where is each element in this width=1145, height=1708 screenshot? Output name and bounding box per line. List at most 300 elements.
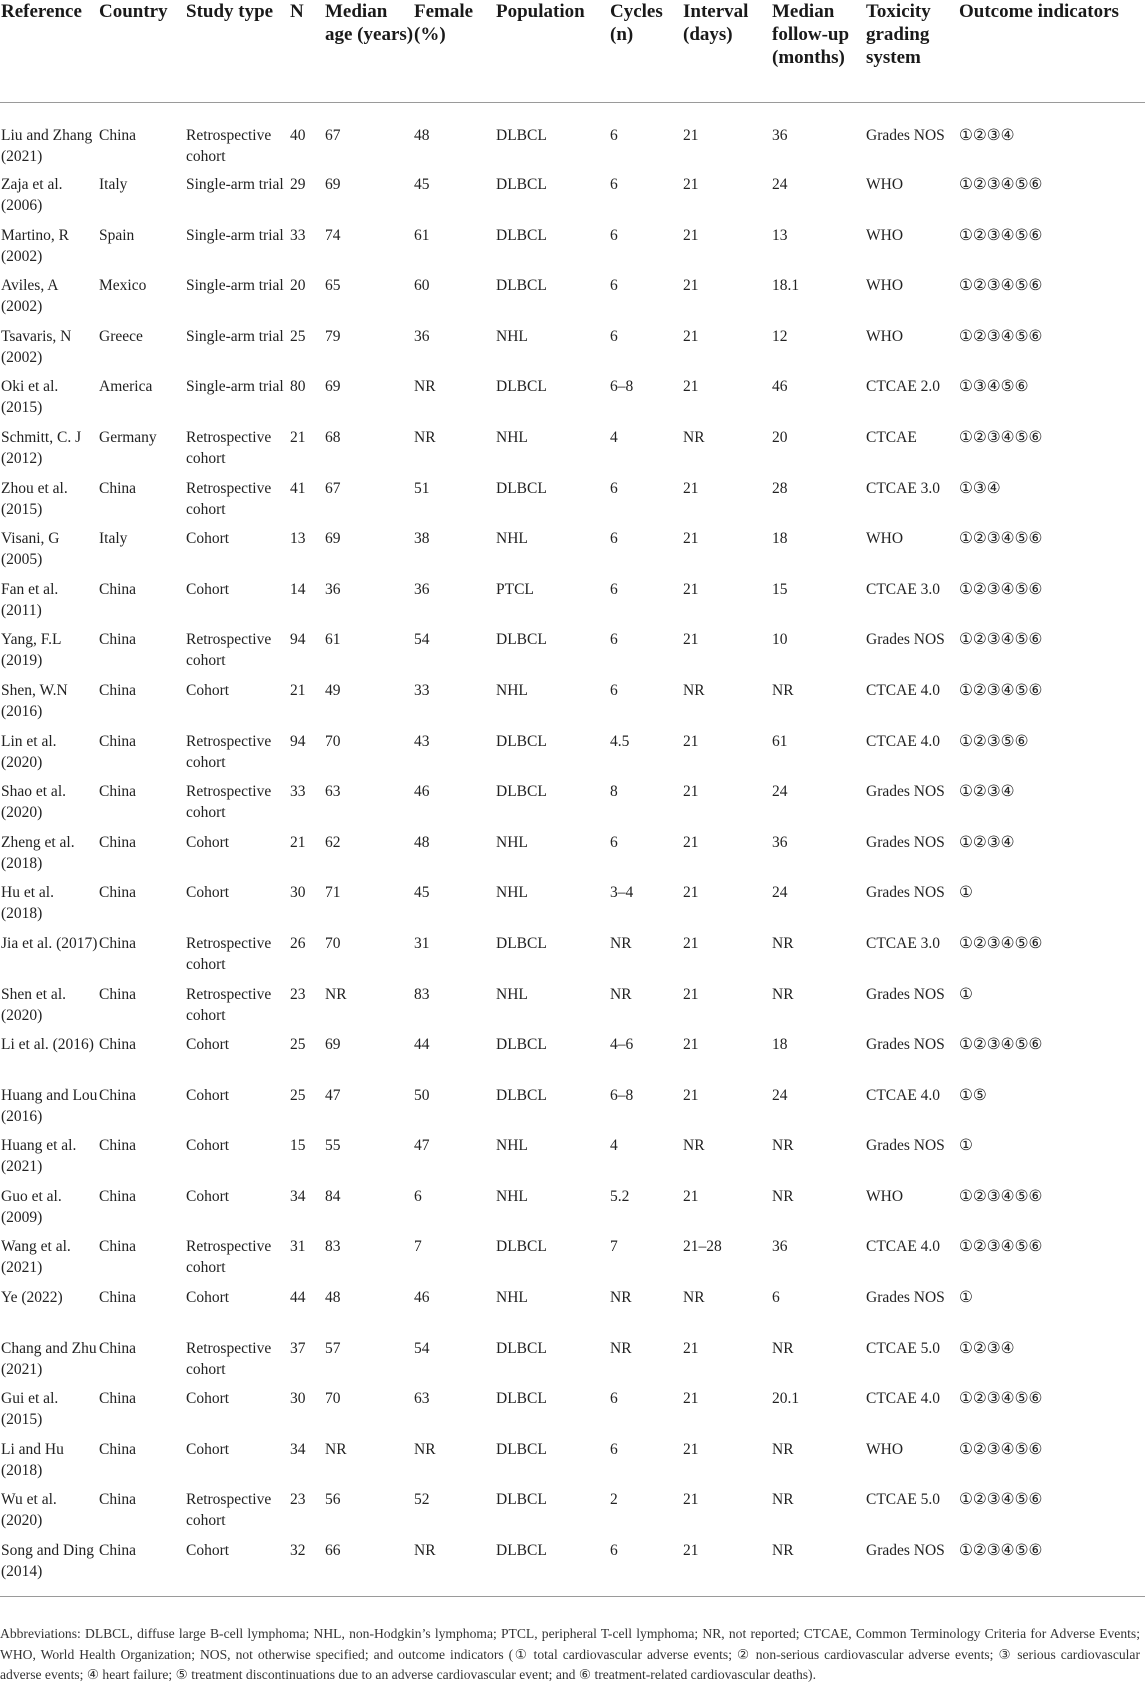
table-cell: 61: [414, 226, 430, 244]
table-cell: NR: [772, 934, 794, 952]
table-cell: 69: [325, 530, 341, 548]
table-cell: 30: [290, 1390, 306, 1408]
table-cell: CTCAE 4.0: [866, 732, 941, 750]
table-cell: DLBCL: [496, 934, 547, 952]
table-cell: Song and Ding (2014): [1, 1542, 94, 1581]
table-cell: Spain: [99, 226, 135, 244]
table-cell: 21: [683, 530, 699, 548]
column-header: Toxicity grading system: [866, 1, 931, 68]
table-cell: 46: [414, 783, 430, 801]
table-cell: Hu et al. (2018): [1, 884, 54, 923]
table-cell: WHO: [866, 327, 904, 345]
table-cell: Cohort: [186, 833, 230, 851]
table-row: [0, 1489, 1145, 1540]
table-cell: WHO: [866, 530, 904, 548]
table-cell: 21: [683, 1339, 699, 1357]
table-cell: DLBCL: [496, 378, 547, 396]
table-cell: 61: [772, 732, 788, 750]
table-cell: NR: [414, 1440, 436, 1458]
table-row: [0, 326, 1145, 377]
table-cell: 56: [325, 1491, 341, 1509]
table-cell: CTCAE 4.0: [866, 681, 941, 699]
table-cell: Shen et al. (2020): [1, 985, 66, 1024]
table-cell: 21: [683, 580, 699, 598]
table-cell: 21: [290, 681, 306, 699]
table-cell: 94: [290, 732, 306, 750]
table-cell: 21: [683, 985, 699, 1003]
table-cell: Jia et al. (2017): [1, 934, 98, 952]
table-row: [0, 174, 1145, 225]
table-cell: NR: [772, 1491, 794, 1509]
table-cell: 68: [325, 428, 341, 446]
table-cell: 20: [290, 277, 306, 295]
table-cell: DLBCL: [496, 1440, 547, 1458]
table-cell: 2: [610, 1491, 618, 1509]
table-cell: 55: [325, 1137, 341, 1155]
column-header: Reference: [1, 1, 82, 22]
table-cell: Zaja et al. (2006): [1, 176, 63, 214]
table-cell: Single-arm trial: [186, 176, 284, 193]
table-row: [0, 933, 1145, 984]
table-cell: Cohort: [186, 1289, 230, 1307]
table-cell: 21: [683, 631, 699, 649]
table-cell: 6: [610, 277, 618, 295]
table-cell: 6: [610, 1440, 618, 1458]
table-cell: 6: [610, 1542, 618, 1560]
table-cell: 54: [414, 1339, 430, 1357]
table-cell: Single-arm trial: [186, 226, 284, 244]
table-cell: Retrospective cohort: [186, 428, 272, 467]
table-row: [0, 731, 1145, 782]
table-cell: Retrospective cohort: [186, 1339, 272, 1378]
table-cell: 6: [610, 580, 618, 598]
table-cell: ①②③④⑤⑥: [959, 1187, 1043, 1205]
table-cell: China: [99, 985, 137, 1003]
table-cell: DLBCL: [496, 1238, 547, 1256]
table-cell: NR: [610, 934, 632, 952]
table-cell: China: [99, 479, 137, 497]
table-cell: 24: [772, 176, 788, 193]
table-cell: NHL: [496, 1289, 528, 1307]
table-cell: ①②③④⑤⑥: [959, 934, 1043, 952]
table-cell: PTCL: [496, 580, 534, 598]
table-cell: 21: [683, 1440, 699, 1458]
table-cell: 80: [290, 378, 306, 396]
table-cell: China: [99, 1440, 137, 1458]
table-cell: Single-arm trial: [186, 378, 284, 396]
table-cell: 21: [683, 378, 699, 396]
table-row: [0, 832, 1145, 883]
table-cell: Li and Hu (2018): [1, 1440, 64, 1479]
table-cell: WHO: [866, 1187, 904, 1205]
header-row: [0, 0, 1145, 102]
table-cell: 21: [683, 783, 699, 801]
table-cell: 65: [325, 277, 341, 295]
table-cell: 21: [683, 934, 699, 952]
table-cell: 33: [290, 226, 306, 244]
table-cell: ①②③⑤⑥: [959, 732, 1029, 750]
table-cell: 62: [325, 833, 341, 851]
table-cell: Cohort: [186, 1187, 230, 1205]
table-cell: Germany: [99, 428, 157, 446]
table-row: [0, 1388, 1145, 1439]
table-cell: NR: [772, 681, 794, 699]
table-cell: 46: [414, 1289, 430, 1307]
table-cell: NHL: [496, 681, 528, 699]
table-cell: 21: [683, 1542, 699, 1560]
table-cell: 48: [414, 833, 430, 851]
column-header: Cycles (n): [610, 1, 663, 45]
table-cell: 74: [325, 226, 341, 244]
table-cell: Zhou et al. (2015): [1, 479, 68, 518]
table-cell: 6: [610, 126, 618, 144]
table-cell: NR: [772, 1339, 794, 1357]
table-cell: CTCAE 3.0: [866, 580, 941, 598]
table-cell: 21: [683, 732, 699, 750]
table-row: [0, 629, 1145, 680]
table-cell: Retrospective cohort: [186, 732, 272, 771]
table-cell: China: [99, 884, 137, 902]
table-cell: 60: [414, 277, 430, 295]
table-cell: Visani, G (2005): [1, 530, 60, 569]
table-cell: Retrospective cohort: [186, 985, 272, 1024]
table-row: [0, 1236, 1145, 1287]
table-cell: 44: [290, 1289, 306, 1307]
table-row: [0, 528, 1145, 579]
table-cell: 40: [290, 126, 306, 144]
table-cell: 21: [683, 833, 699, 851]
table-cell: 70: [325, 1390, 341, 1408]
table-cell: CTCAE 5.0: [866, 1491, 941, 1509]
table-cell: America: [99, 378, 153, 396]
table-cell: 6: [414, 1187, 422, 1205]
table-cell: 21: [683, 1187, 699, 1205]
table-cell: ①②③④⑤⑥: [959, 1491, 1043, 1509]
table-cell: 5.2: [610, 1187, 630, 1205]
table-cell: Cohort: [186, 884, 230, 902]
table-cell: China: [99, 1542, 137, 1560]
table-cell: 18: [772, 530, 788, 548]
table-cell: Retrospective cohort: [186, 479, 272, 518]
table-cell: 33: [414, 681, 430, 699]
table-cell: Retrospective cohort: [186, 126, 272, 165]
table-cell: NHL: [496, 327, 528, 345]
table-cell: Huang and Lou (2016): [1, 1086, 98, 1125]
table-cell: 21: [683, 327, 699, 345]
table-cell: NR: [772, 985, 794, 1003]
table-cell: ①②③④⑤⑥: [959, 530, 1043, 548]
table-row: [0, 102, 1145, 174]
table-cell: China: [99, 631, 137, 649]
table-cell: 63: [414, 1390, 430, 1408]
table-cell: CTCAE 3.0: [866, 479, 941, 497]
table-cell: NR: [325, 985, 347, 1003]
table-cell: 21: [290, 428, 306, 446]
table-cell: 21: [683, 1491, 699, 1509]
table-cell: 36: [772, 126, 788, 144]
table-cell: 61: [325, 631, 341, 649]
table-cell: ①②③④⑤⑥: [959, 226, 1043, 244]
table-cell: 14: [290, 580, 306, 598]
table-cell: 47: [325, 1086, 341, 1104]
table-cell: 13: [772, 226, 788, 244]
table-cell: 49: [325, 681, 341, 699]
table-cell: 37: [290, 1339, 306, 1357]
table-cell: 21: [683, 1036, 699, 1054]
table-cell: 31: [414, 934, 430, 952]
table-cell: 46: [772, 378, 788, 396]
table-cell: CTCAE 4.0: [866, 1390, 941, 1408]
table-cell: China: [99, 783, 137, 801]
table-cell: 21: [290, 833, 306, 851]
table-cell: 21: [683, 1086, 699, 1104]
table-cell: 23: [290, 985, 306, 1003]
table-cell: 6: [610, 631, 618, 649]
table-cell: Grades NOS: [866, 631, 945, 649]
table-cell: DLBCL: [496, 176, 547, 193]
table-cell: 6: [610, 176, 618, 193]
table-cell: WHO: [866, 176, 904, 193]
table-row: [0, 275, 1145, 326]
table-cell: Guo et al. (2009): [1, 1187, 62, 1226]
table-cell: 3–4: [610, 884, 634, 902]
table-cell: 20: [772, 428, 788, 446]
table-cell: 18: [772, 1036, 788, 1054]
table-cell: 36: [772, 833, 788, 851]
table-cell: China: [99, 732, 137, 750]
table-cell: ①: [959, 985, 973, 1003]
table-cell: 79: [325, 327, 341, 345]
table-cell: ①②③④⑤⑥: [959, 1542, 1043, 1560]
table-cell: 36: [414, 580, 430, 598]
table-cell: 34: [290, 1440, 306, 1458]
table-cell: 6: [610, 833, 618, 851]
table-cell: China: [99, 1339, 137, 1357]
table-cell: NHL: [496, 530, 528, 548]
column-header: Female (%): [414, 1, 474, 45]
table-cell: Chang and Zhu (2021): [1, 1339, 97, 1378]
table-cell: 71: [325, 884, 341, 902]
table-cell: Greece: [99, 327, 143, 345]
table-cell: 15: [772, 580, 788, 598]
table-cell: 23: [290, 1491, 306, 1509]
table-cell: China: [99, 1390, 137, 1408]
table-cell: Cohort: [186, 1137, 230, 1155]
table-cell: DLBCL: [496, 1390, 547, 1408]
table-cell: NHL: [496, 985, 528, 1003]
table-cell: CTCAE 2.0: [866, 378, 941, 396]
table-cell: NHL: [496, 1137, 528, 1155]
table-cell: Grades NOS: [866, 833, 945, 851]
column-header: Outcome indicators: [959, 1, 1119, 22]
table-row: [0, 376, 1145, 427]
table-cell: 12: [772, 327, 788, 345]
table-row: [0, 1135, 1145, 1186]
table-cell: 21: [683, 176, 699, 193]
table-cell: WHO: [866, 226, 904, 244]
table-cell: 63: [325, 783, 341, 801]
table-cell: ①②③④: [959, 126, 1015, 144]
table-cell: 84: [325, 1187, 341, 1205]
table-cell: ①: [959, 1289, 973, 1307]
table-cell: NR: [610, 1289, 632, 1307]
table-cell: 10: [772, 631, 788, 649]
table-cell: Grades NOS: [866, 783, 945, 801]
table-cell: 21–28: [683, 1238, 722, 1256]
table-cell: 45: [414, 884, 430, 902]
table-cell: Italy: [99, 530, 128, 548]
table-cell: Cohort: [186, 1390, 230, 1408]
table-cell: 67: [325, 479, 341, 497]
table-cell: Huang et al. (2021): [1, 1137, 77, 1176]
table-cell: ①②③④⑤⑥: [959, 1390, 1043, 1408]
table-row: [0, 1085, 1145, 1136]
table-cell: NR: [772, 1187, 794, 1205]
table-cell: Li et al. (2016): [1, 1036, 94, 1054]
table-cell: ①: [959, 1137, 973, 1155]
table-cell: 20.1: [772, 1390, 800, 1408]
table-cell: 43: [414, 732, 430, 750]
table-row: [0, 882, 1145, 933]
table-cell: 38: [414, 530, 430, 548]
table-cell: ①②③④⑤⑥: [959, 428, 1043, 446]
column-header: N: [290, 1, 304, 22]
table-header: [0, 0, 1145, 102]
table-cell: Ye (2022): [1, 1289, 63, 1307]
table-cell: Grades NOS: [866, 126, 945, 144]
table-cell: Grades NOS: [866, 1137, 945, 1155]
table-cell: Zheng et al. (2018): [1, 833, 75, 872]
table-cell: 13: [290, 530, 306, 548]
table-cell: Wang et al. (2021): [1, 1238, 71, 1277]
table-cell: NHL: [496, 1187, 528, 1205]
table-cell: Cohort: [186, 580, 230, 598]
table-cell: China: [99, 1289, 137, 1307]
table-cell: DLBCL: [496, 1339, 547, 1357]
table-cell: ①③④⑤⑥: [959, 378, 1029, 396]
table-cell: NR: [414, 1542, 436, 1560]
table-cell: ①②③④: [959, 1339, 1015, 1357]
table-cell: 6: [610, 681, 618, 699]
table-cell: NHL: [496, 833, 528, 851]
table-cell: 32: [290, 1542, 306, 1560]
table-cell: Single-arm trial: [186, 277, 284, 295]
table-cell: NR: [683, 428, 705, 446]
table-cell: Grades NOS: [866, 1289, 945, 1307]
table-cell: NR: [683, 1137, 705, 1155]
table-cell: Martino, R (2002): [1, 226, 70, 265]
table-cell: ①⑤: [959, 1086, 987, 1104]
table-cell: China: [99, 1036, 137, 1054]
table-cell: 6: [610, 1390, 618, 1408]
table-row: [0, 1287, 1145, 1338]
table-cell: Retrospective cohort: [186, 934, 272, 973]
table-cell: 47: [414, 1137, 430, 1155]
table-cell: 7: [610, 1238, 618, 1256]
column-header: Study type: [186, 1, 274, 22]
table-cell: 50: [414, 1086, 430, 1104]
table-cell: DLBCL: [496, 226, 547, 244]
table-cell: 31: [290, 1238, 306, 1256]
table-cell: 6: [610, 226, 618, 244]
table-cell: DLBCL: [496, 1036, 547, 1054]
table-cell: ①②③④⑤⑥: [959, 1238, 1043, 1256]
table-cell: ①②③④: [959, 833, 1015, 851]
table-cell: China: [99, 126, 137, 144]
table-cell: 24: [772, 884, 788, 902]
table-cell: 45: [414, 176, 430, 193]
table-cell: ①②③④⑤⑥: [959, 277, 1043, 295]
table-cell: DLBCL: [496, 1086, 547, 1104]
table-cell: 94: [290, 631, 306, 649]
table-cell: 21: [683, 126, 699, 144]
table-cell: Liu and Zhang (2021): [1, 126, 93, 165]
table-cell: China: [99, 1187, 137, 1205]
table-row: [0, 680, 1145, 731]
table-cell: Cohort: [186, 1542, 230, 1560]
table-cell: Oki et al. (2015): [1, 378, 59, 417]
table-cell: 15: [290, 1137, 306, 1155]
table-cell: Fan et al. (2011): [1, 580, 59, 619]
table-row: [0, 984, 1145, 1035]
table-cell: 6: [772, 1289, 780, 1307]
table-cell: NHL: [496, 428, 528, 446]
column-header: Interval (days): [683, 1, 749, 45]
table-cell: 36: [772, 1238, 788, 1256]
table-cell: NHL: [496, 884, 528, 902]
table-cell: 33: [290, 783, 306, 801]
table-cell: Retrospective cohort: [186, 783, 272, 822]
table-cell: NR: [772, 1440, 794, 1458]
table-cell: ①②③④⑤⑥: [959, 1440, 1043, 1458]
table-cell: 7: [414, 1238, 422, 1256]
table-cell: ①: [959, 884, 973, 902]
table-cell: WHO: [866, 1440, 904, 1458]
table-cell: 24: [772, 783, 788, 801]
table-cell: Cohort: [186, 1036, 230, 1054]
table-cell: 4: [610, 1137, 618, 1155]
table-cell: 25: [290, 1036, 306, 1054]
table-cell: NR: [772, 1137, 794, 1155]
table-cell: 52: [414, 1491, 430, 1509]
table-cell: 41: [290, 479, 306, 497]
table-cell: NR: [683, 1289, 705, 1307]
table-cell: 21: [683, 884, 699, 902]
table-cell: China: [99, 1491, 137, 1509]
table-cell: 4–6: [610, 1036, 634, 1054]
table-cell: Grades NOS: [866, 1542, 945, 1560]
table-cell: NR: [325, 1440, 347, 1458]
table-cell: 18.1: [772, 277, 800, 295]
table-cell: DLBCL: [496, 479, 547, 497]
table-cell: Single-arm trial: [186, 327, 284, 345]
table-cell: CTCAE 4.0: [866, 1238, 941, 1256]
table-cell: DLBCL: [496, 783, 547, 801]
table-cell: China: [99, 833, 137, 851]
table-cell: 8: [610, 783, 618, 801]
table-cell: DLBCL: [496, 732, 547, 750]
table-cell: 6: [610, 530, 618, 548]
table-cell: 25: [290, 1086, 306, 1104]
table-cell: 6: [610, 479, 618, 497]
table-cell: 69: [325, 1036, 341, 1054]
table-cell: 67: [325, 126, 341, 144]
table-cell: Cohort: [186, 530, 230, 548]
table-cell: CTCAE: [866, 428, 917, 446]
table-cell: ①②③④: [959, 783, 1015, 801]
table-cell: ①③④: [959, 479, 1001, 497]
table-cell: 66: [325, 1542, 341, 1560]
